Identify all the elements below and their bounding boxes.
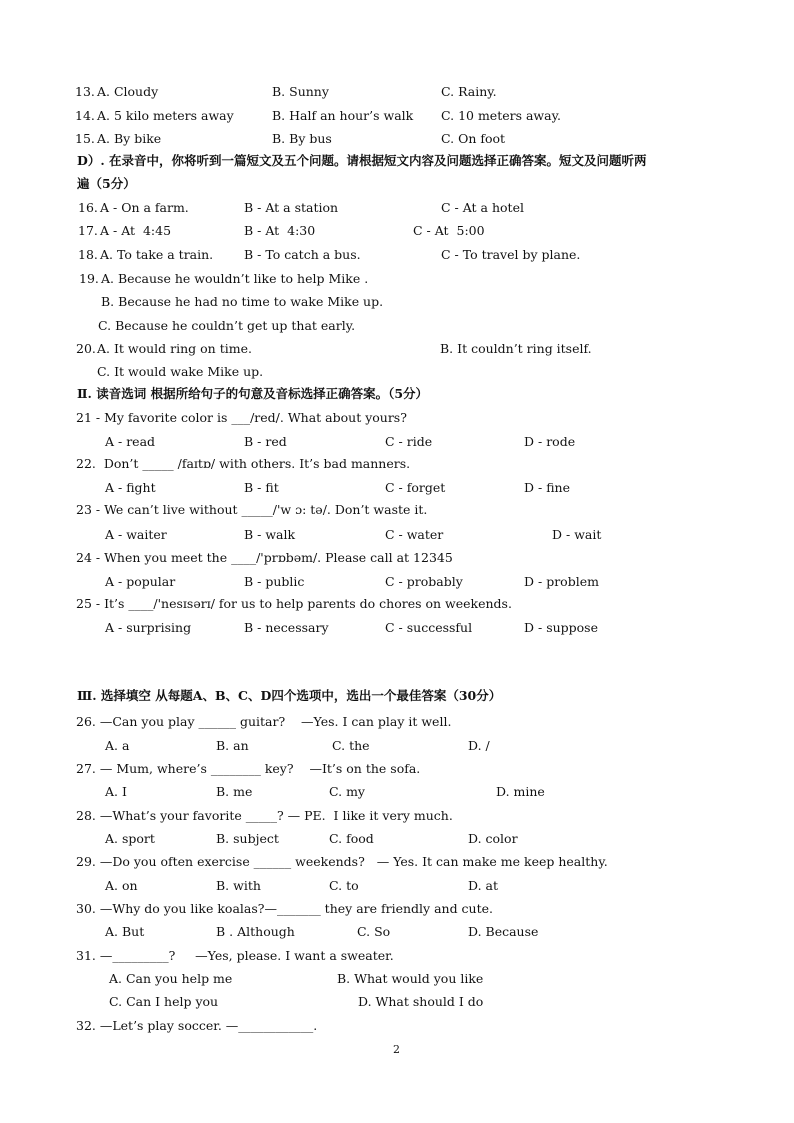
q24-option-d: D - problem bbox=[524, 574, 599, 589]
q25-option-b: B - necessary bbox=[244, 620, 329, 635]
q13-option-b: B. Sunny bbox=[272, 84, 329, 99]
q24-option-a: A - popular bbox=[105, 574, 176, 589]
q29-option-a: A. on bbox=[105, 878, 138, 893]
question-13-number: 13. bbox=[75, 84, 95, 99]
question-26-stem: 26. —Can you play ______ guitar? —Yes. I can play it well. bbox=[76, 714, 452, 729]
q28-option-b: B. subject bbox=[216, 831, 279, 846]
q18-option-a: A. To take a train. bbox=[100, 247, 214, 262]
q25-option-c: C - successful bbox=[385, 620, 473, 635]
question-18-number: 18. bbox=[78, 247, 98, 262]
section-d-instructions-cont: 遍（5分） bbox=[77, 176, 136, 191]
q18-option-c: C - To travel by plane. bbox=[441, 247, 581, 262]
q26-option-a: A. a bbox=[105, 738, 130, 753]
question-27-stem: 27. — Mum, where’s ________ key? —It’s on the sofa. bbox=[76, 761, 421, 776]
q20-option-b: B. It couldn’t ring itself. bbox=[440, 341, 592, 356]
q28-option-c: C. food bbox=[329, 831, 374, 846]
q31-option-d: D. What should I do bbox=[358, 994, 484, 1009]
q24-option-b: B - public bbox=[244, 574, 305, 589]
q28-option-a: A. sport bbox=[105, 831, 155, 846]
q15-option-a: A. By bike bbox=[97, 131, 162, 146]
q24-option-c: C - probably bbox=[385, 574, 463, 589]
q25-option-a: A - surprising bbox=[105, 620, 192, 635]
page-number: 2 bbox=[393, 1043, 400, 1056]
q31-option-c: C. Can I help you bbox=[109, 994, 219, 1009]
q25-option-d: D - suppose bbox=[524, 620, 598, 635]
q21-option-c: C - ride bbox=[385, 434, 433, 449]
q22-option-c: C - forget bbox=[385, 480, 446, 495]
q27-option-a: A. I bbox=[105, 784, 127, 799]
q26-option-c: C. the bbox=[332, 738, 370, 753]
q19-option-a: A. Because he wouldn’t like to help Mike . bbox=[101, 271, 369, 286]
q29-option-d: D. at bbox=[468, 878, 498, 893]
q21-option-d: D - rode bbox=[524, 434, 576, 449]
question-25-stem: 25 - It’s ____/'nesɪsərɪ/ for us to help parents do chores on weekends. bbox=[76, 596, 512, 611]
q29-option-b: B. with bbox=[216, 878, 261, 893]
q17-option-a: A - At 4:45 bbox=[100, 223, 172, 238]
q21-option-b: B - red bbox=[244, 434, 287, 449]
q15-option-c: C. On foot bbox=[441, 131, 506, 146]
q30-option-b: B . Although bbox=[216, 924, 295, 939]
question-21-stem: 21 - My favorite color is ___/red/. What about yours? bbox=[76, 410, 407, 425]
question-29-stem: 29. —Do you often exercise ______ weekends? — Yes. It can make me keep healthy. bbox=[76, 854, 608, 869]
question-19-number: 19. bbox=[79, 271, 99, 286]
q22-option-a: A - fight bbox=[105, 480, 156, 495]
q23-option-d: D - wait bbox=[552, 527, 602, 542]
q23-option-b: B - walk bbox=[244, 527, 296, 542]
q13-option-c: C. Rainy. bbox=[441, 84, 497, 99]
q22-option-d: D - fine bbox=[524, 480, 570, 495]
q31-option-a: A. Can you help me bbox=[109, 971, 233, 986]
question-23-stem: 23 - We can’t live without _____/'w ɔ: tə/. Don’t waste it. bbox=[76, 502, 428, 517]
q27-option-c: C. my bbox=[329, 784, 365, 799]
q21-option-a: A - read bbox=[105, 434, 156, 449]
question-24-stem: 24 - When you meet the ____/'prɒbəm/. Please call at 12345 bbox=[76, 550, 453, 565]
q16-option-c: C - At a hotel bbox=[441, 200, 524, 215]
section-2-title: Ⅱ. 读音选词 根据所给句子的句意及音标选择正确答案。（5分） bbox=[77, 386, 429, 401]
q20-option-a: A. It would ring on time. bbox=[97, 341, 252, 356]
q30-option-c: C. So bbox=[357, 924, 391, 939]
q26-option-b: B. an bbox=[216, 738, 249, 753]
question-17-number: 17. bbox=[78, 223, 98, 238]
q30-option-a: A. But bbox=[105, 924, 145, 939]
q20-option-c: C. It would wake Mike up. bbox=[97, 364, 264, 379]
question-20-number: 20. bbox=[76, 341, 96, 356]
section-d-instructions: D）. 在录音中，你将听到一篇短文及五个问题。请根据短文内容及问题选择正确答案。短文及问题听两 bbox=[77, 153, 647, 168]
q16-option-a: A - On a farm. bbox=[100, 200, 189, 215]
q14-option-a: A. 5 kilo meters away bbox=[97, 108, 234, 123]
q14-option-b: B. Half an hour’s walk bbox=[272, 108, 414, 123]
q16-option-b: B - At a station bbox=[244, 200, 339, 215]
question-15-number: 15. bbox=[75, 131, 95, 146]
q13-option-a: A. Cloudy bbox=[97, 84, 159, 99]
q28-option-d: D. color bbox=[468, 831, 518, 846]
question-31-stem: 31. —_________? —Yes, please. I want a sweater. bbox=[76, 948, 394, 963]
question-28-stem: 28. —What’s your favorite _____? — PE. I like it very much. bbox=[76, 808, 453, 823]
q19-option-c: C. Because he couldn’t get up that early. bbox=[98, 318, 356, 333]
q15-option-b: B. By bus bbox=[272, 131, 332, 146]
q23-option-c: C - water bbox=[385, 527, 444, 542]
q14-option-c: C. 10 meters away. bbox=[441, 108, 561, 123]
q19-option-b: B. Because he had no time to wake Mike up. bbox=[101, 294, 384, 309]
q27-option-b: B. me bbox=[216, 784, 253, 799]
q30-option-d: D. Because bbox=[468, 924, 539, 939]
q26-option-d: D. / bbox=[468, 738, 490, 753]
question-22-stem: 22. Don’t _____ /faɪtɒ/ with others. It’s bad manners. bbox=[76, 456, 411, 471]
q29-option-c: C. to bbox=[329, 878, 359, 893]
question-14-number: 14. bbox=[75, 108, 95, 123]
q18-option-b: B - To catch a bus. bbox=[244, 247, 361, 262]
q23-option-a: A - waiter bbox=[105, 527, 167, 542]
q22-option-b: B - fit bbox=[244, 480, 279, 495]
section-3-title: Ⅲ. 选择填空 从每题A、B、C、D四个选项中，选出一个最佳答案（30分） bbox=[77, 688, 502, 703]
question-32-stem: 32. —Let’s play soccer. —____________. bbox=[76, 1018, 318, 1033]
q27-option-d: D. mine bbox=[496, 784, 545, 799]
question-30-stem: 30. —Why do you like koalas?—_______ they are friendly and cute. bbox=[76, 901, 493, 916]
q17-option-c: C - At 5:00 bbox=[413, 223, 485, 238]
q31-option-b: B. What would you like bbox=[337, 971, 484, 986]
question-16-number: 16. bbox=[78, 200, 98, 215]
q17-option-b: B - At 4:30 bbox=[244, 223, 316, 238]
